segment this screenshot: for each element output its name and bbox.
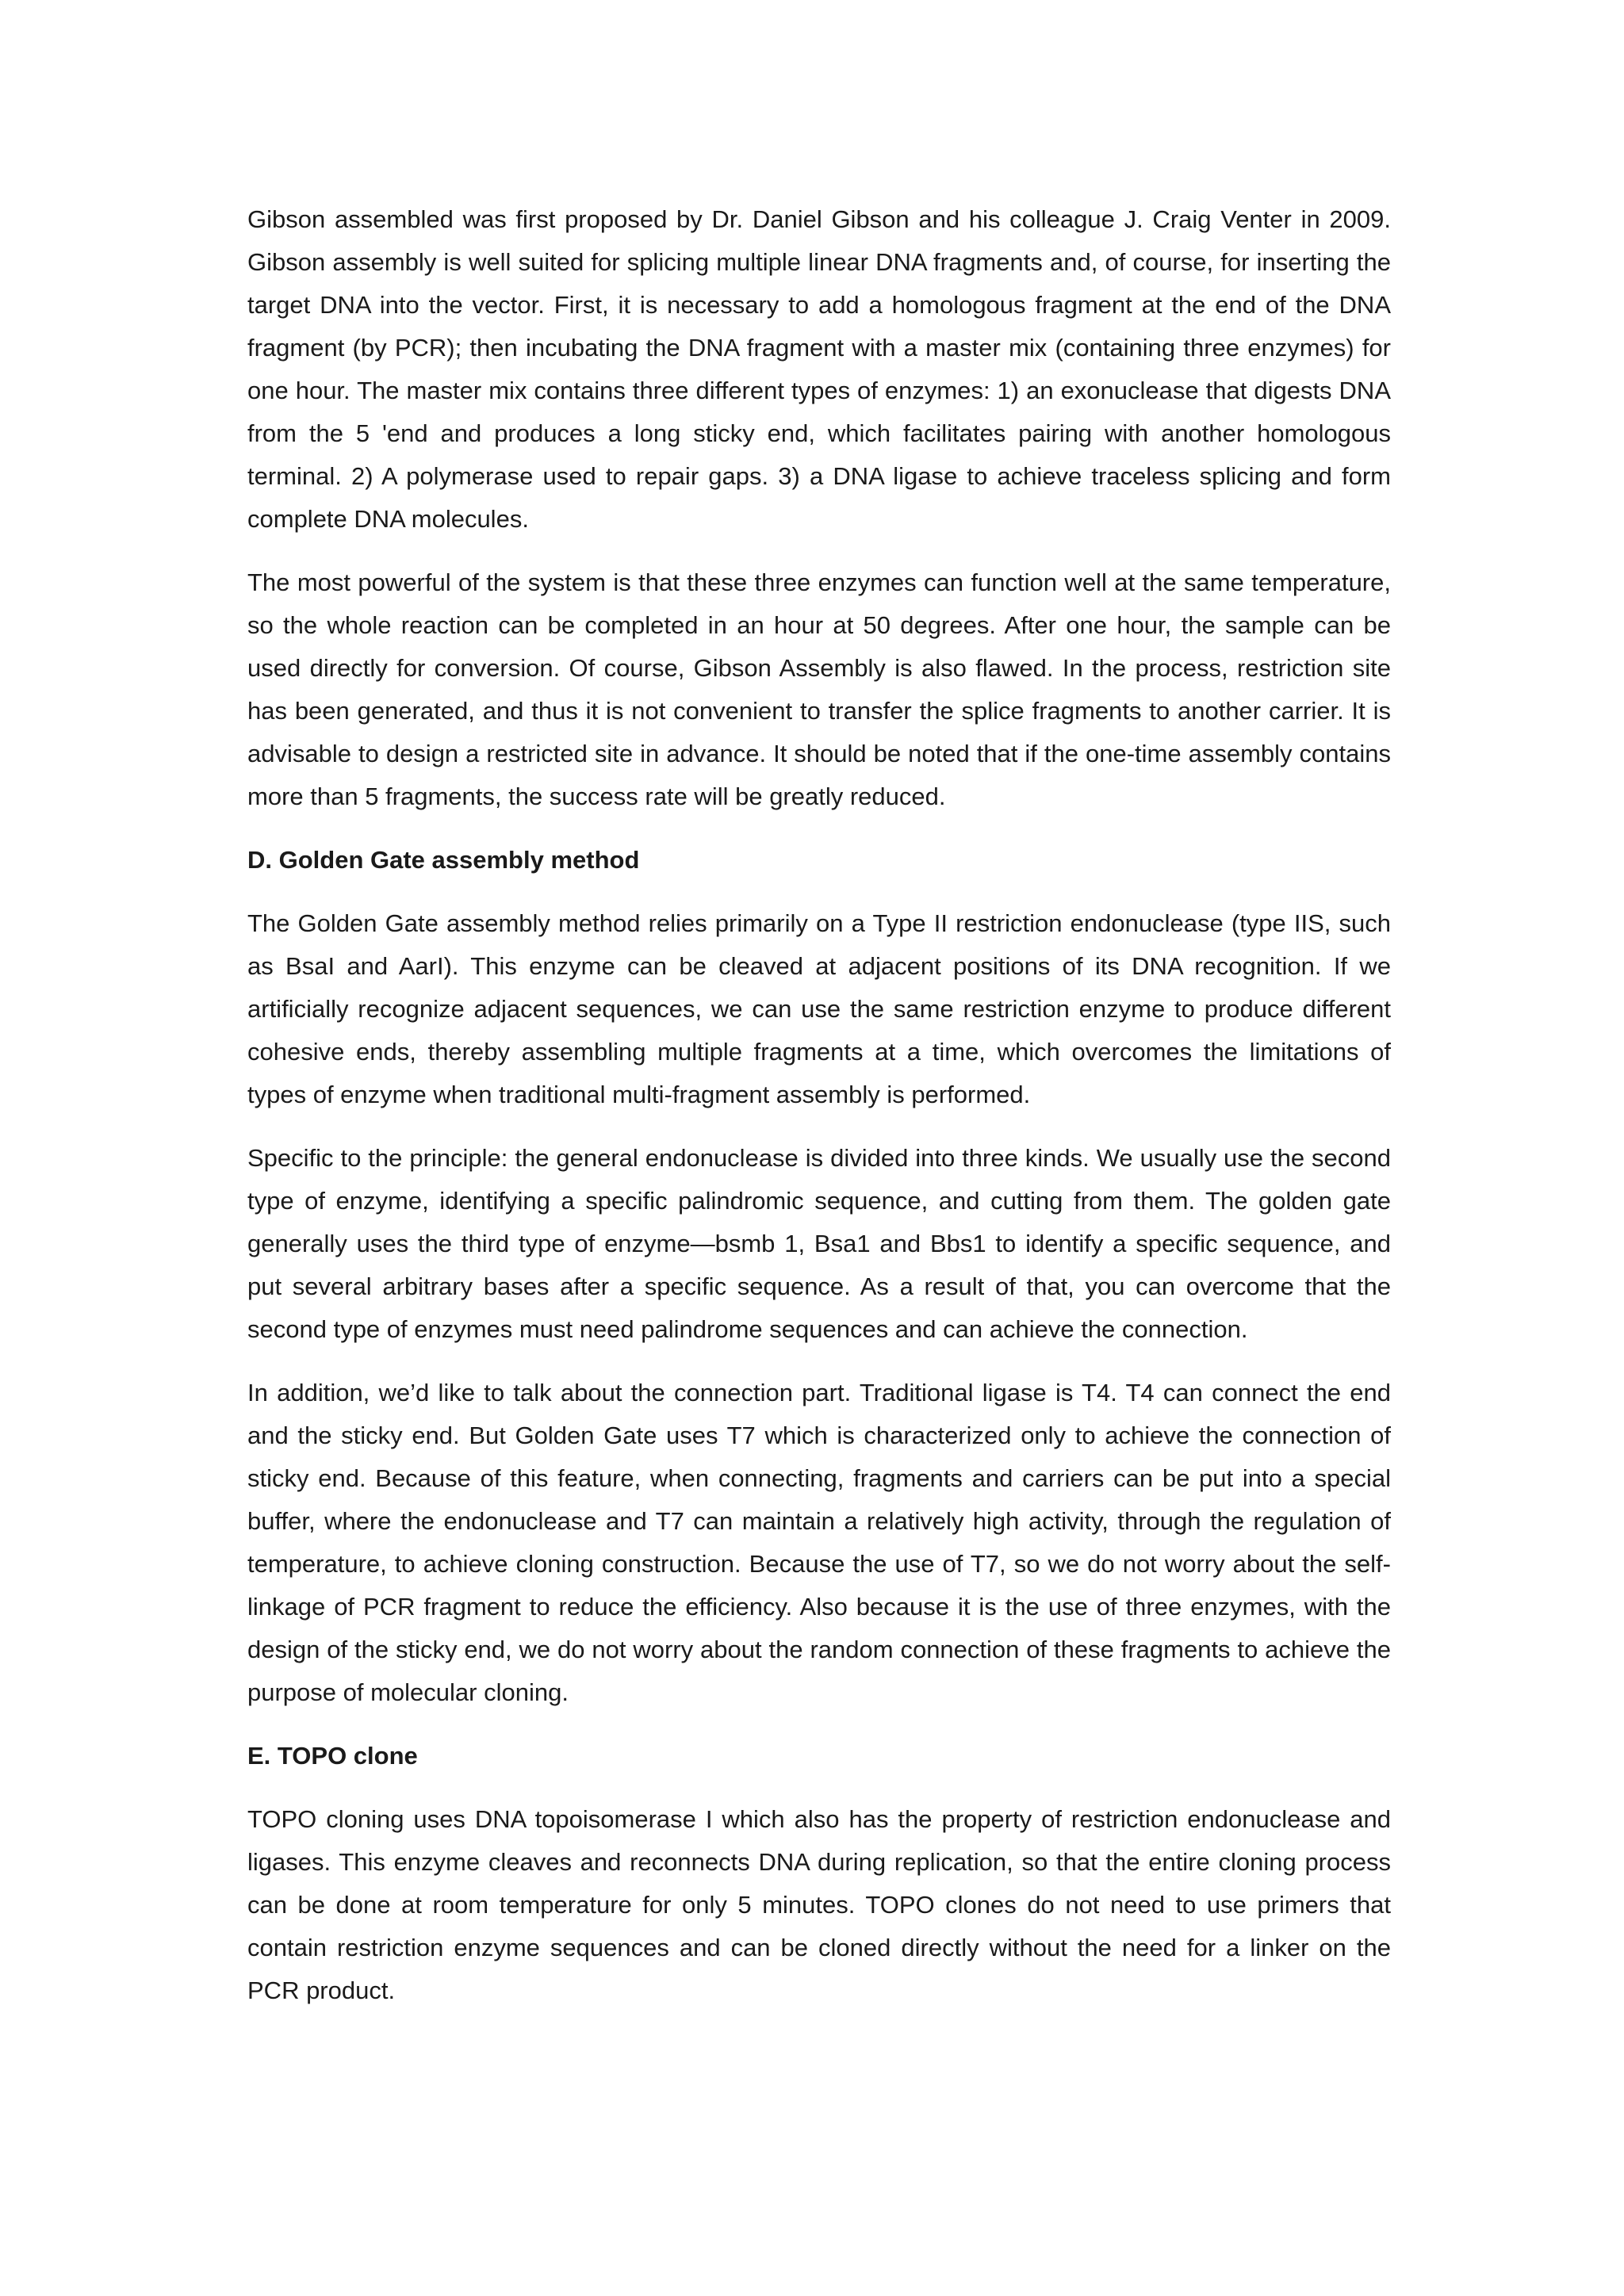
paragraph-golden-gate-principle: Specific to the principle: the general endonuclease is divided into three kinds. We usually use the second type of enzyme, identifying a specific palindromic sequence, and cutting from them. The golden gate generally uses the third type of enzyme—bsmb 1, Bsa1 and Bbs1 to identify a specific sequence, and put several arbitrary bases after a specific sequence. As a result of that, you can overcome that the second type of enzymes must need palindrome sequences and can achieve the connection. [247, 1144, 1391, 1343]
document-page [247, 198, 1391, 2033]
paragraph-gibson-intro: Gibson assembled was first proposed by Dr. Daniel Gibson and his colleague J. Craig Venter in 2009. Gibson assembly is well suited for splicing multiple linear DNA fragments and, of course, for inserting the target DNA into the vector. First, it is necessary to add a homologous fragment at the end of the DNA fragment (by PCR); then incubating the DNA fragment with a master mix (containing three enzymes) for one hour. The master mix contains three different types of enzymes: 1) an exonuclease that digests DNA from the 5 'end and produces a long sticky end, which facilitates pairing with another homologous terminal. 2) A polymerase used to repair gaps. 3) a DNA ligase to achieve traceless splicing and form complete DNA molecules. [247, 205, 1391, 533]
section-heading-golden-gate: D. Golden Gate assembly method [247, 846, 640, 874]
paragraph-golden-gate-connection: In addition, we’d like to talk about the connection part. Traditional ligase is T4. T4 can connect the end and the sticky end. But Golden Gate uses T7 which is characterized only to achieve the connection of sticky end. Because of this feature, when connecting, fragments and carriers can be put into a special buffer, where the endonuclease and T7 can maintain a relatively high activity, through the regulation of temperature, to achieve cloning construction. Because the use of T7, so we do not worry about the self-linkage of PCR fragment to reduce the efficiency. Also because it is the use of three enzymes, with the design of the sticky end, we do not worry about the random connection of these fragments to achieve the purpose of molecular cloning. [247, 1379, 1391, 1706]
paragraph-topo-clone: TOPO cloning uses DNA topoisomerase I which also has the property of restriction endonuclease and ligases. This enzyme cleaves and reconnects DNA during replication, so that the entire cloning process can be done at room temperature for only 5 minutes. TOPO clones do not need to use primers that contain restriction enzyme sequences and can be cloned directly without the need for a linker on the PCR product. [247, 1805, 1391, 2004]
paragraph-golden-gate-intro: The Golden Gate assembly method relies primarily on a Type II restriction endonuclease (type IIS, such as BsaI and AarI). This enzyme can be cleaved at adjacent positions of its DNA recognition. If we artificially recognize adjacent sequences, we can use the same restriction enzyme to produce different cohesive ends, thereby assembling multiple fragments at a time, which overcomes the limitations of types of enzyme when traditional multi-fragment assembly is performed. [247, 909, 1391, 1108]
paragraph-gibson-advantages: The most powerful of the system is that these three enzymes can function well at the same temperature, so the whole reaction can be completed in an hour at 50 degrees. After one hour, the sample can be used directly for conversion. Of course, Gibson Assembly is also flawed. In the process, restriction site has been generated, and thus it is not convenient to transfer the splice fragments to another carrier. It is advisable to design a restricted site in advance. It should be noted that if the one-time assembly contains more than 5 fragments, the success rate will be greatly reduced. [247, 568, 1391, 810]
section-heading-topo-clone: E. TOPO clone [247, 1742, 418, 1770]
